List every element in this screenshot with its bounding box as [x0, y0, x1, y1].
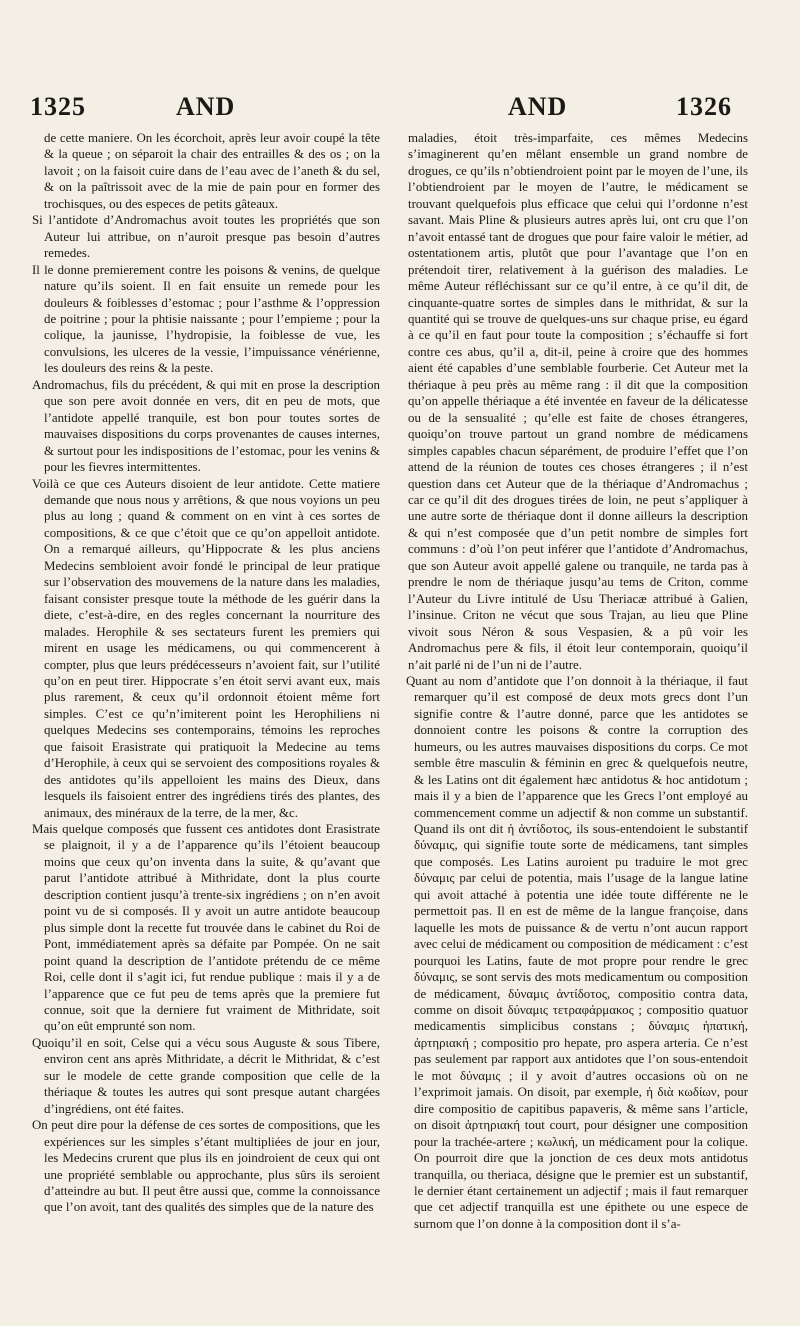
paragraph: de cette maniere. On les écorchoit, après leur avoir coupé la tête & la queue ; on séparoit la chair des entrailles & des os ; on la lavoit ; on la faisoit cuire dans de l’eau avec de l’aneth & du sel, & on la paîtrissoit avec de la mie de pain pour en former des trochisques, ou des especes de petits gâteaux.	[44, 131, 380, 211]
paragraph: Quant au nom d’antidote que l’on donnoit à la thériaque, il faut remarquer qu’il est composé de deux mots grecs dont l’un signifie contre & l’autre donné, parce que les antidotes se donnoient contre les poisons & contre la corruption des humeurs, ou les autres mauvaises dispositions du corps. Ce mot semble être masculin & féminin en grec & quelquefois neutre, & les Latins ont dit également hæc antidotus & hoc antidotum ; mais il y a bien de l’apparence que les Grecs l’ont employé au commencement comme un adjectif & non comme un substantif. Quand ils ont dit ἡ ἀντίδοτος, ils sous-entendoient le substantif δύναμις, qui signifie toute sorte de médicamens, tant simples que composés. Les Latins auroient pu traduire le mot grec δύναμις par celui de potentia, mais l’usage de la langue latine qui avoit attaché à potentia une idée toute différente ne le permettoit pas. Il en est de même de la langue françoise, dans laquelle les mots de puissance & de vertu n’ont aucun rapport avec celui de médicament ou composition de médicament : c’est pourquoi les Latins, faute de mot propre pour rendre le grec δύναμις, se sont servis des mots medicamentum ou composition de médicament, δύναμις ἀντίδοτος, compositio contra data, comme on disoit δύναμις τετραφάρμακος ; compositio quatuor medicamentis simplicibus constans ; δύναμις ἡπατική, ἀρτηριακή ; compositio pro hepate, pro aspera arteria. Ce n’est pas seulement par rapport aux antidotes que l’on sous-entendoit le mot δύναμις ; il y avoit d’autres occasions où on ne l’exprimoit jamais. On disoit, par exemple, ἡ διὰ κωδίων, pour dire compositio de capitibus papaveris, & même sans l’article, on disoit ἀρτηριακή tout court, pour désigner une composition pour la trachée-artere ; κωλική, un médicament pour la colique. On pourroit dire que la jonction de ces deux mots antidotus tranquilla, ou theriaca, désigne que le premier est un substantif, le dernier étant certainement un adjectif ; mais il faut remarquer que cet adjectif tranquilla est une épithete ou une espece de surnom que l’on donne à la composition dont il s’a-	[406, 673, 748, 1231]
paragraph: Andromachus, fils du précédent, & qui mit en prose la description que son pere avoit donnée en vers, dit en peu de mots, que l’antidote appellé tranquile, est bon pour toutes sortes de mauvaises dispositions du corps provenantes de causes internes, & surtout pour les indispositions de l’estomac, pour les venins & pour les fievres intermittentes.	[32, 377, 380, 475]
paragraph: maladies, étoit très-imparfaite, ces mêmes Medecins s’imaginerent qu’en mêlant ensemble un grand nombre de drogues, ce qu’ils n’obtiendroient point par le moyen de l’une, ils l’obtiendroient par le moyen de l’autre, le médicament se trouvant quelquefois plus efficace que celui qui l’ordonne n’est savant. Mais Pline & plusieurs autres après lui, ont cru que l’on n’avoit entassé tant de drogues que pour faire valoir le métier, ad ostentationem artis, plutôt que pour l’avantage que l’on en prétendoit tirer, relativement à la guérison des maladies. Le même Auteur réfléchissant sur ce qu’il entre, à ce qu’il dit, de cinquante-quatre sortes de simples dans le mithridat, & sur la quantité qui se trouve de quelques-uns sur chaque prise, eu égard à ce qu’il en faut pour toute la composition ; s’échauffe si fort contre ces abus, qu’il a, dit-il, peine à croire que des hommes aient été capables d’une semblable fourberie. Cet Auteur met la thériaque à peu près au même rang : il dit que la composition qu’on appelle thériaque a été inventée en faveur de la délicatesse ou de la sensualité ; qu’elle est faite de choses étrangeres, quoiqu’on trouve partout un grand nombre de médicamens simples capables chacun séparément, de produire l’effet que l’on attend de la réunion de toutes ces choses étrangeres ; il n’est question dans cet Auteur que de la thériaque d’Andromachus ; car ce qu’il dit des drogues tirées de loin, ne peut s’appliquer à une autre sorte de thériaque dont il donne ailleurs la description & qui n’est composée que d’un petit nombre de simples fort communs : d’où l’on peut inférer que l’antidote d’Andromachus, que son Auteur avoit appellé galene ou tranquile, ne tarda pas à prendre le nom de thériaque jusqu’au tems de Criton, comme l’Auteur du Livre intitulé de Usu Theriacæ attribué à Galien, l’insinue. Criton ne vécut que sous Trajan, au lieu que Pline vivoit sous Néron & sous Vespasien, & a pû voir les Andromachus pere & fils, il étoit leur contemporain, quoiqu’il n’ait parlé ni de l’un ni de l’autre.	[408, 131, 748, 672]
page-header	[0, 92, 800, 128]
paragraph: On peut dire pour la défense de ces sortes de compositions, que les expériences sur les simples s’étant multipliées de jour en jour, les Medecins crurent que plus ils en joindroient de ceux qui ont une propriété semblable ou approchante, plus sûrs ils seroient d’atteindre au but. Il peut être aussi que, comme la connoissance que l’on avoit, tant des qualités des simples que de la nature des	[32, 1118, 380, 1215]
paragraph: Voilà ce que ces Auteurs disoient de leur antidote. Cette matiere demande que nous nous y arrêtions, & que nous voyions un peu plus au long ; quand & comment on en vint à ces sortes de compositions, & ce que c’étoit que ce qu’on appelloit antidote. On a remarqué ailleurs, qu’Hippocrate & les plus anciens Medecins sembloient avoir fondé le principal de leur pratique sur l’observation des mouvemens de la nature dans les maladies, faisant consister presque toute la méthode de les guérir dans la diete, c’est-à-dire, en des regles concernant la nourriture des malades. Herophile & ses sectateurs furent les premiers qui mirent en usage les médicamens, ou qui commencerent à compter, plus que leurs prédécesseurs n’avoient fait, sur l’utilité qu’on en peut tirer. Hippocrate s’en étoit servi avant eux, mais plus rarement, & ceux qu’il ordonnoit étoient même fort simples. C’est ce qu’n’imiterent point les Herophiliens ni quelques Medecins ses contemporains, témoins les reproches que faisoit Erasistrate qui pratiquoit la Medecine au tems d’Herophile, à ceux qui se servoient des compositions royales & des antidotes qu’ils appelloient les mains des Dieux, dans lesquels ils faisoient entrer des ingrédiens tirés des plantes, des animaux, des minéraux de la terre, de la mer, &c.	[32, 476, 380, 820]
paragraph: Quoiqu’il en soit, Celse qui a vécu sous Auguste & sous Tibere, environ cent ans après Mithridate, a décrit le Mithridat, & c’est sur le modele de cette grande composition que celle de la thériaque & toutes les autres qui sont presque autant chargées d’ingrédiens, ont été faites.	[32, 1035, 380, 1116]
page-number-left: 1325	[30, 92, 86, 121]
running-headword-left: AND	[176, 92, 236, 121]
paragraph: Mais quelque composés que fussent ces antidotes dont Erasistrate se plaignoit, il y a de l’apparence qu’ils l’étoient beaucoup moins que ceux qu’on inventa dans la suite, & qu’avant que parut l’antidote attribué à Mithridate, dont la plus courte description contient jusqu’à trente-six ingrédiens ; on n’en avoit point vu de si composés. Il y avoit un autre antidote beaucoup plus simple dont la recette fut trouvée dans le cabinet du Roi de Pont, immédiatement après sa défaite par Pompée. On ne sait point quand la description de l’antidote prétendu de ce même Roi, celle dont il s’agit ici, fut rendue publique : mais il y a de l’apparence que ce fut peu de tems après que la premiere fut connue, soit que la derniere fut vraiment de Mithridate, soit qu’on eût emprunté son nom.	[32, 822, 380, 1034]
page-number-right: 1326	[676, 92, 732, 121]
running-headword-right: AND	[508, 92, 568, 121]
right-column	[400, 130, 748, 1232]
paragraph: Il le donne premierement contre les poisons & venins, de quelque nature qu’ils soient. Il en fait ensuite un remede pour les douleurs & foiblesses d’estomac ; pour l’asthme & l’oppression de poitrine ; pour la phtisie naissante ; pour l’empieme ; pour la colique, la jaunisse, l’hydropisie, la foiblesse de vue, les convulsions, les ulceres de la vessie, l’impuissance vénérienne, les douleurs des reins & la peste.	[32, 262, 380, 376]
paragraph: Si l’antidote d’Andromachus avoit toutes les propriétés que son Auteur lui attribue, on n’auroit presque pas besoin d’autres remedes.	[32, 213, 380, 261]
left-column	[32, 130, 380, 1216]
